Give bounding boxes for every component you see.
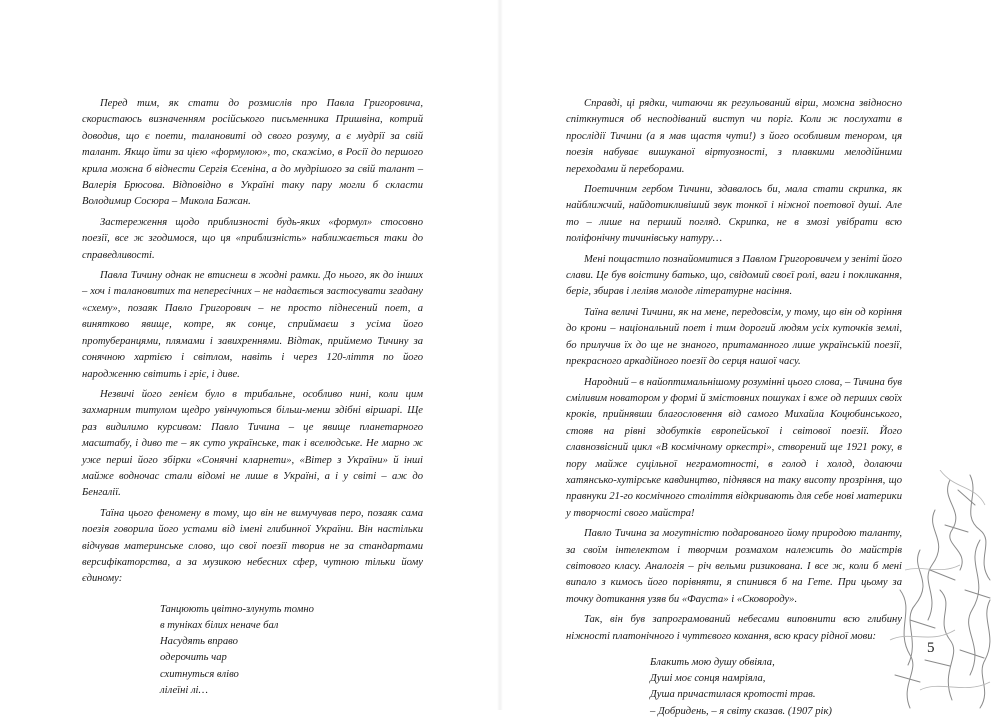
poem-line: схитнуться вліво xyxy=(160,668,239,680)
page-number: 5 xyxy=(927,640,935,656)
poem-line: Насудять вправо xyxy=(160,636,238,648)
right-page xyxy=(500,0,1000,717)
poem-line: в туніках білих неначе бал xyxy=(160,619,279,631)
paragraph: Перед тим, як стати до розмислів про Павла Григоровича, скористаюсь визначенням російського письменника Пришвіна, котрий доводив, що є поети, талановиті од свого розуму, а є мудрії за свій талант. Якщо йти за цією «формулою», то, скажімо, в Росії до першого крила можна б віднести Сергія Єсеніна, а до мудрішого за свій талант – Валерія Брюсова. Відповідно в Україні таку пару могли б скласти Володимир Сосюра – Микола Бажан. xyxy=(82,98,423,208)
paragraph: Народний – в найоптимальнішому розумінні цього слова, – Тичина був сміливим новатором у формі й змістовних пошуках і вже од перших своїх кроків, прийнявши благословення від самого Михайла Коцюбинського, стояв на рівні здобутків європейської і світової поезії. Його славнозвісний цикл «В космічному оркестрі», створений ще 1921 року, в пору майже суцільної неграмотності, в голод і холод, долаючи хатянсько-хутірське кавдинцтво, піднявся на таку висоту прозріння, що правнуки 21-го космічного століття відкривають для себе нові материки у творчості свого майстра! xyxy=(566,376,902,519)
poem-line: Танцюють цвітно-злунуть томно xyxy=(160,603,314,615)
left-page xyxy=(0,0,500,710)
poem-line: одерочить чар xyxy=(160,652,227,664)
paragraph: Поетичним гербом Тичини, здавалось би, мала стати скрипка, як найближчий, найдотикливіший звук тонкої і ніжної поетової душі. Але то – лише на перший погляд. Скрипка, не в змозі увібрати всю поліфонічну тичинівську натуру… xyxy=(566,184,902,245)
right-text-column xyxy=(566,96,902,720)
paragraph: Незвичі його генієм було в трибальне, особливо нині, коли цим захмарним титулом щедро увінчуються більш-менш здібні віршарі. Ще раз видилимо курсивом: Павло Тичина – це явище планетарного масштабу, і диво те – як суто українське, так і вселюдське. Не марно ж уже перші його збірки «Сонячні кларнети», «Вітер з України» й інші майже водночас стали відомі не лише в Україні, а і у світі – аж до Бенгалії. xyxy=(82,388,423,499)
poem-line: – Добридень, – я світу сказав. (1907 рік) xyxy=(650,705,832,717)
poem-excerpt xyxy=(160,602,423,699)
paragraph: Мені пощастило познайомитися з Павлом Григоровичем у зеніті його слави. Це був воістину батько, що, свідомий своєї ролі, ваги і покликання, беріг, збирав і леліяв молоде літературне насіння. xyxy=(566,253,902,298)
paragraph: Таїна цього феномену в тому, що він не вимучував перо, позаяк сама поезія говорила його устами від імені глибинної України. Він настільки відчував материнське слово, що свої поезії творив не за стандартами версифікаторства, а за музикою небесних сфер, чутною тільки йому єдиному: xyxy=(82,507,423,585)
paragraph: Павла Тичину однак не втиснеш в жодні рамки. До нього, як до інших – хоч і талановитих та непересічних – не надається застосувати згадану «схему», позаяк Павло Григорович – не просто піднесений поет, а винятково явище, котре, як сонце, сприймаєш з усіма його протуберанцями, плямами і завихреннями. Відтак, приймемо Тичину за сонячною хартією і світлом, навіть і через 120-ліття по його народженню світить і гріє, і диве. xyxy=(82,270,423,380)
paragraph: Так, він був запрограмований небесами виповнити всю глибину ніжності платонічного і чуттєвого кохання, всю красу рідної мови: xyxy=(566,614,902,642)
paragraph: Таїна величі Тичини, як на мене, передовсім, у тому, що він од коріння до крони – національний поет і тим дорогий людям усіх куточків землі, бо прилучив їх до ще не знаного, притаманного лише українській поезії, прекрасного аркадійного поезії до серця нашої часу. xyxy=(566,306,902,368)
poem-line: Душі моє сонця намріяла, xyxy=(650,673,766,685)
left-text-column xyxy=(82,96,423,699)
paragraph: Застереження щодо приблизності будь-яких «формул» стосовно поезії, все ж згодимося, що ця «приблизність» наближається таки до справедливості. xyxy=(82,216,423,261)
poem-line: лілеїні лі… xyxy=(160,684,208,696)
poem-line: Душа причастилася кротості трав. xyxy=(650,689,816,701)
paragraph: Павло Тичина за могутністю подарованого йому природою таланту, за своїм інтелектом і творчим розмахом належить до майстрів світового класу. Аналогія – річ вельми ризикована. І все ж, коли б мені випало з кимось його порівняти, я спинився б на Гете. При цьому за точку дотикання узяв би «Фауста» і «Сковороду». xyxy=(566,528,902,605)
poem-line: Блакить мою душу обвіяла, xyxy=(650,657,775,668)
poem-excerpt xyxy=(650,655,902,720)
paragraph: Справді, ці рядки, читаючи як регульований вірш, можна звідносно спіткнутися об несподіваний виступ чи поріг. Коли ж послухати в прослідії Тичини (а я мав щастя чути!) з його особливим тенором, ця поезія набуває вишуканої віртуозності, з плавкими мелодійними переходами й переборами. xyxy=(566,98,902,175)
portrait-sketch-illustration xyxy=(880,470,1000,710)
